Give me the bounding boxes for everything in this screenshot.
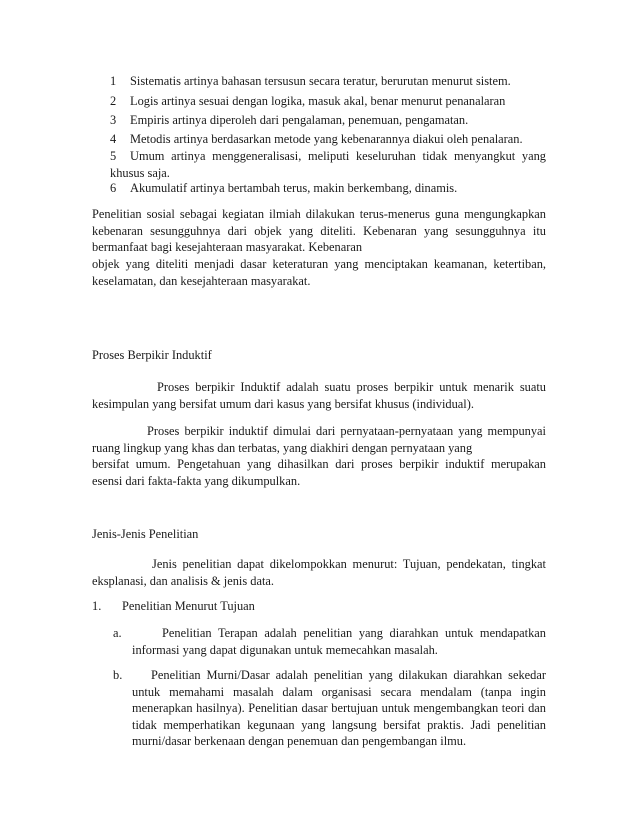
paragraph-penelitian-sosial: Penelitian sosial sebagai kegiatan ilmiah dilakukan terus-menerus guna mengungkapkan kebenaran sesungguhnya dari objek yang diteliti. Kebenaran yang sesungguhnya itu bermanfaat bagi kesejahteraan masyarakat. Kebenaran	[92, 207, 546, 255]
paragraph-induktif-2-cont: bersifat umum. Pengetahuan yang dihasilkan dari proses berpikir induktif merupakan esensi dari fakta-fakta yang dikumpulkan.	[92, 457, 546, 488]
list-item: 1 Sistematis artinya bahasan tersusun secara teratur, berurutan menurut sistem.	[110, 74, 511, 88]
section-heading-tujuan: 1. Penelitian Menurut Tujuan	[92, 599, 255, 613]
list-item: b. Penelitian Murni/Dasar adalah penelitian yang dilakukan diarahkan sekedar untuk memahami masalah dalam organisasi secara mendalam (tanpa ingin menerapkan hasilnya). Penelitian dasar bertujuan untuk mengembangkan teori dan tidak memperhatikan kegunaan yang langsung bersifat praktis. Jadi penelitian murni/dasar berkenaan dengan penemuan dan pengembangan ilmu.	[113, 668, 546, 749]
paragraph-induktif-2: Proses berpikir induktif dimulai dari pernyataan-pernyataan yang mempunyai ruang lingkup yang khas dan terbatas, yang diakhiri dengan pernyataan yang	[92, 424, 546, 455]
paragraph-penelitian-sosial-cont: objek yang diteliti menjadi dasar keteraturan yang menciptakan keamanan, ketertiban, keselamatan, dan kesejahteraan masyarakat.	[92, 257, 546, 288]
heading-proses-berpikir-induktif: Proses Berpikir Induktif	[92, 348, 212, 362]
paragraph-jenis-penelitian: Jenis penelitian dapat dikelompokkan menurut: Tujuan, pendekatan, tingkat eksplanasi, dan analisis & jenis data.	[92, 557, 546, 588]
list-item: 2 Logis artinya sesuai dengan logika, masuk akal, benar menurut penanalaran	[110, 94, 506, 108]
list-item: a. Penelitian Terapan adalah penelitian yang diarahkan untuk mendapatkan informasi yang dapat digunakan untuk memecahkan masalah.	[113, 626, 546, 657]
list-item: 4 Metodis artinya berdasarkan metode yang kebenarannya diakui oleh penalaran.	[110, 132, 523, 146]
list-item: 6 Akumulatif artinya bertambah terus, makin berkembang, dinamis.	[110, 181, 458, 195]
paragraph-induktif-1: Proses berpikir Induktif adalah suatu proses berpikir untuk menarik suatu kesimpulan yang bersifat umum dari kasus yang bersifat khusus (individual).	[92, 380, 546, 411]
list-item: 5 Umum artinya menggeneralisasi, meliputi keseluruhan tidak menyangkut yang khusus saja.	[110, 149, 546, 180]
list-item: 3 Empiris artinya diperoleh dari pengalaman, penemuan, pengamatan.	[110, 113, 469, 127]
heading-jenis-jenis-penelitian: Jenis-Jenis Penelitian	[92, 527, 199, 541]
